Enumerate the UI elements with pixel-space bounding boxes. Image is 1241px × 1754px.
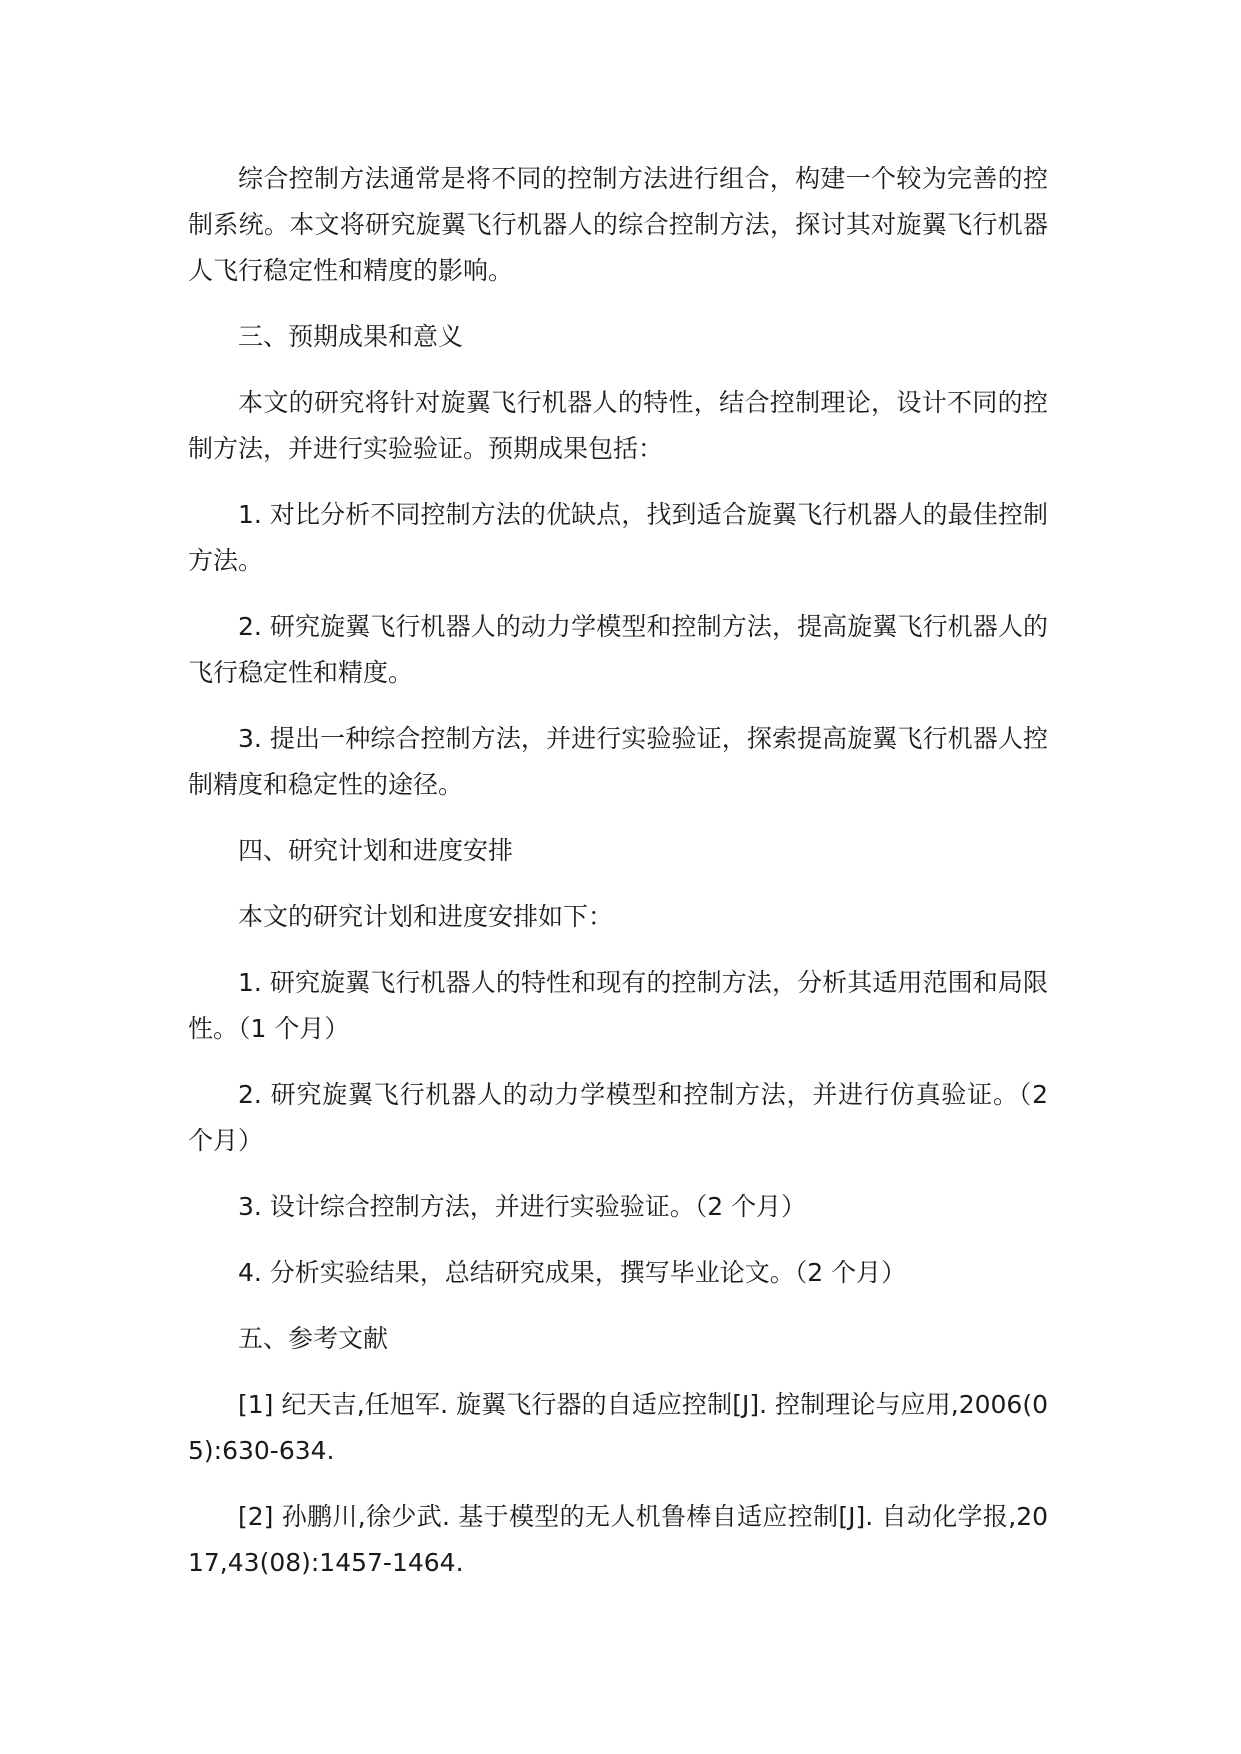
paragraph-plan-intro: 本文的研究计划和进度安排如下： <box>238 902 614 931</box>
list-item-result-1: 1. 对比分析不同控制方法的优缺点，找到适合旋翼飞行机器人的最佳控制方法。 <box>188 500 1048 575</box>
heading-expected-results: 三、预期成果和意义 <box>238 322 464 351</box>
list-item-plan-2: 2. 研究旋翼飞行机器人的动力学模型和控制方法，并进行仿真验证。（2 个月） <box>188 1080 1048 1155</box>
reference-2: [2] 孙鹏川,徐少武. 基于模型的无人机鲁棒自适应控制[J]. 自动化学报,2017,43(08):1457-1464. <box>188 1502 1048 1577</box>
heading-references: 五、参考文献 <box>238 1324 389 1353</box>
list-item-result-2: 2. 研究旋翼飞行机器人的动力学模型和控制方法，提高旋翼飞行机器人的飞行稳定性和精度。 <box>188 612 1048 687</box>
list-item-plan-1: 1. 研究旋翼飞行机器人的特性和现有的控制方法，分析其适用范围和局限性。（1 个月） <box>188 968 1048 1043</box>
list-item-result-3: 3. 提出一种综合控制方法，并进行实验验证，探索提高旋翼飞行机器人控制精度和稳定性的途径。 <box>188 724 1048 799</box>
list-item-plan-3: 3. 设计综合控制方法，并进行实验验证。（2 个月） <box>238 1192 807 1221</box>
list-item-plan-4: 4. 分析实验结果，总结研究成果，撰写毕业论文。（2 个月） <box>238 1258 907 1287</box>
document-body <box>188 156 1048 1606</box>
paragraph-expected-intro: 本文的研究将针对旋翼飞行机器人的特性，结合控制理论，设计不同的控制方法，并进行实验验证。预期成果包括： <box>188 388 1048 463</box>
paragraph-integrated-control: 综合控制方法通常是将不同的控制方法进行组合，构建一个较为完善的控制系统。本文将研究旋翼飞行机器人的综合控制方法，探讨其对旋翼飞行机器人飞行稳定性和精度的影响。 <box>188 164 1048 285</box>
reference-1: [1] 纪天吉,任旭军. 旋翼飞行器的自适应控制[J]. 控制理论与应用,2006(05):630-634. <box>188 1390 1048 1465</box>
heading-research-plan: 四、研究计划和进度安排 <box>238 836 514 865</box>
